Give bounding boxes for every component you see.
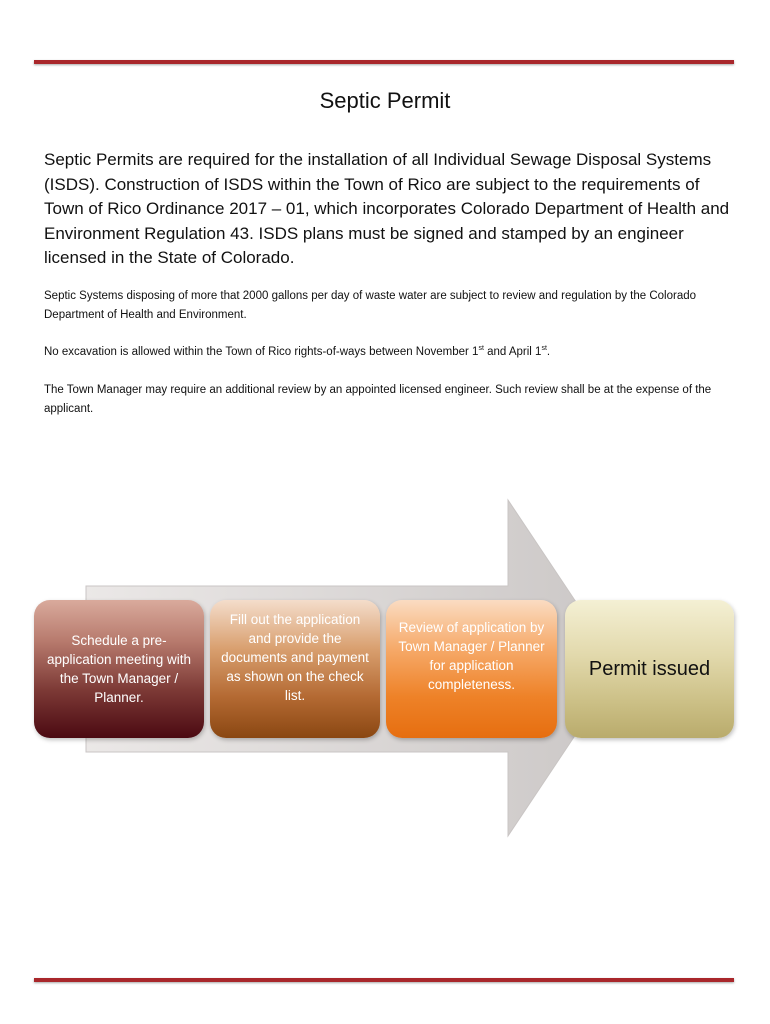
step-fill-application [210,600,380,738]
excavation-text-2: and April 1 [483,346,542,358]
paragraph-review: The Town Manager may require an additional review by an appointed licensed engineer. Such review shall be at the expense of the applicant. [44,384,712,415]
step-2-label: Fill out the application and provide the documents and payment as shown on the check list. [221,611,369,703]
excavation-sup-2: st [541,345,547,353]
bottom-rule [34,978,734,982]
step-4-label: Permit issued [588,657,711,680]
step-review-application [386,600,557,738]
step-schedule-meeting [34,600,204,738]
step-3-label: Review of application by Town Manager / Planner for application completeness. [398,620,545,692]
excavation-text-1: No excavation is allowed within the Town of Rico rights-of-ways between November 1 [44,346,479,358]
paragraph-capacity: Septic Systems disposing of more that 2000 gallons per day of waste water are subject to review and regulation by the Colorado Department of Health and Environment. [44,290,697,321]
lead-paragraph: Septic Permits are required for the installation of all Individual Sewage Disposal Systems (ISDS). Construction of ISDS within the Town of Rico are subject to the requirements of Town of Rico Ordinance 2017 – 01, which incorporates Colorado Department of Health and Environment Regulation 43. ISDS plans must be signed and stamped by an engineer licensed in the State of Colorado. [44,150,730,267]
excavation-sup-1: st [478,345,484,353]
excavation-text-3: . [546,346,551,358]
step-permit-issued [565,600,734,738]
step-1-label: Schedule a pre-application meeting with the Town Manager / Planner. [46,633,192,705]
page-title: Septic Permit [319,88,451,113]
